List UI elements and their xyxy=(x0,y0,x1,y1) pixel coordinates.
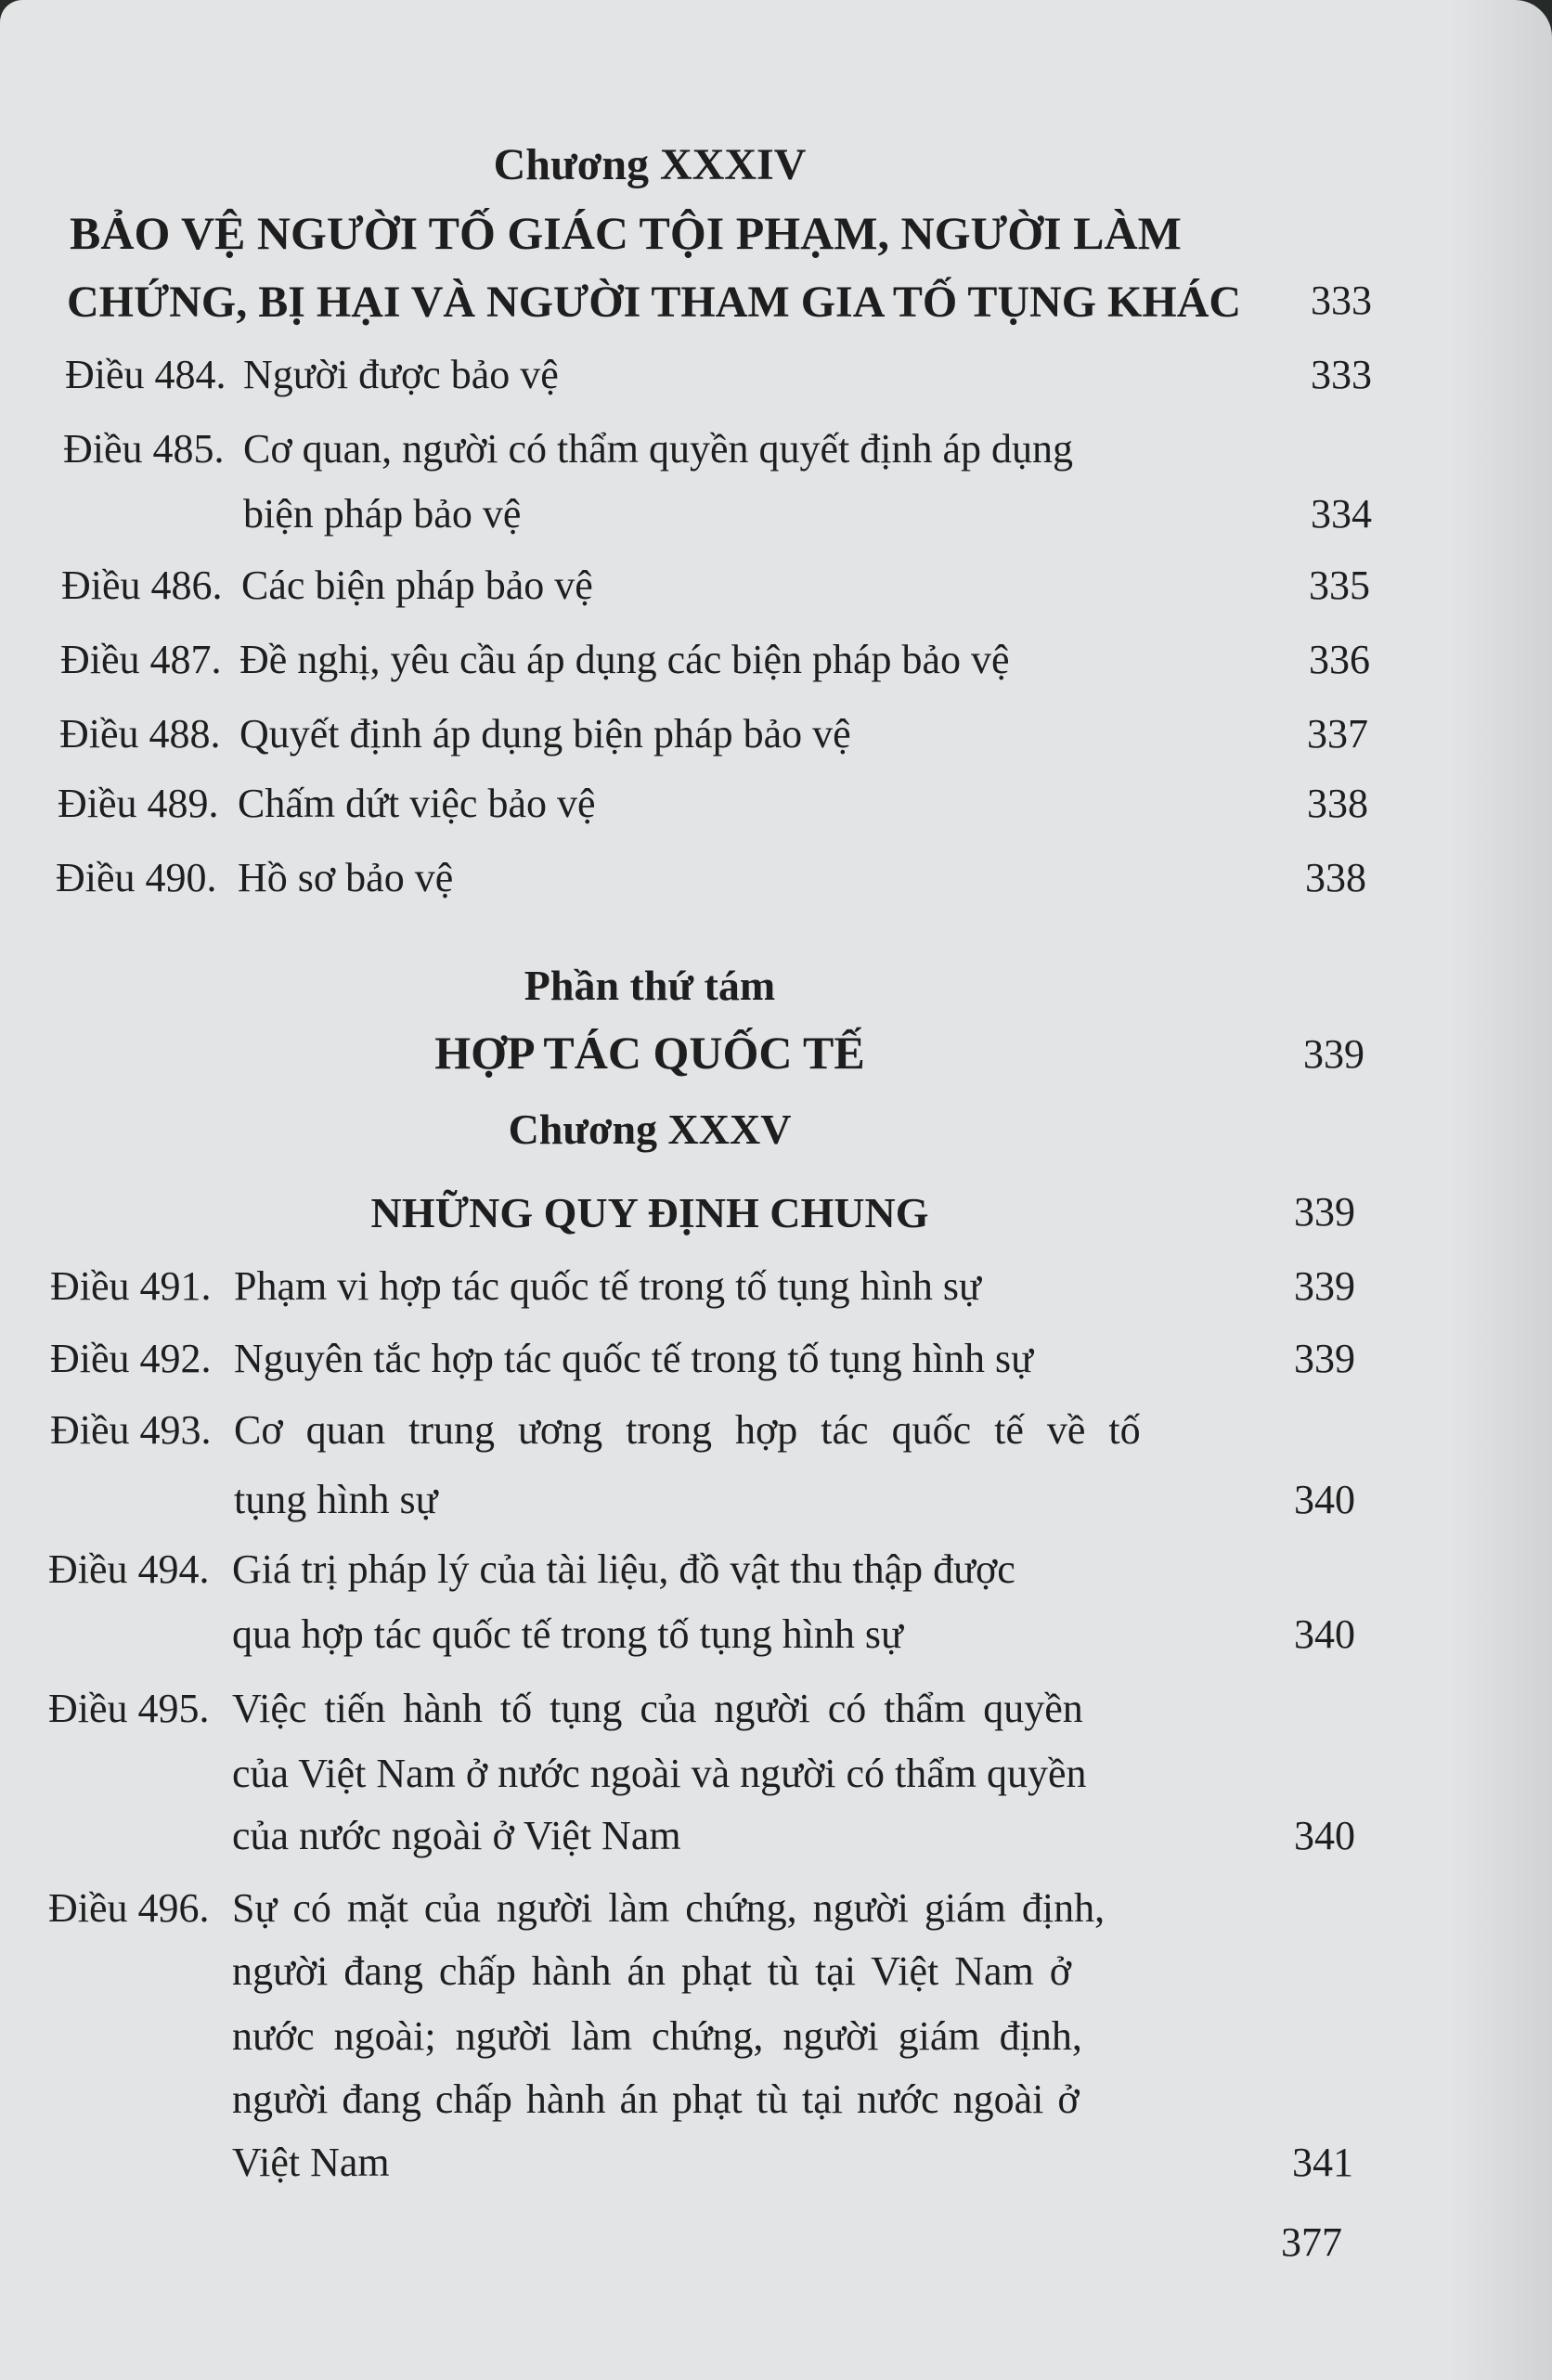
article-number: Điều 489. xyxy=(58,781,219,826)
article-page-number: 340 xyxy=(1294,1611,1355,1657)
article-title-line: Việc tiến hành tố tụng của người có thẩm quyền xyxy=(232,1686,1083,1731)
chapter-page-number: 333 xyxy=(1311,278,1372,323)
article-number: Điều 488. xyxy=(59,711,221,757)
article-title-line: Hồ sơ bảo vệ xyxy=(238,855,454,900)
chapter-title-line-2: CHỨNG, BỊ HẠI VÀ NGƯỜI THAM GIA TỐ TỤNG KHÁC xyxy=(67,278,1242,327)
article-number: Điều 494. xyxy=(48,1546,210,1592)
article-title-line: Người được bảo vệ xyxy=(243,352,559,397)
chapter-page-number: 339 xyxy=(1294,1189,1355,1235)
article-page-number: 339 xyxy=(1294,1263,1355,1309)
article-title-line: người đang chấp hành án phạt tù tại nước ngoài ở xyxy=(232,2076,1080,2122)
article-title-line: Giá trị pháp lý của tài liệu, đồ vật thu thập được xyxy=(232,1546,1015,1592)
article-title-line: Cơ quan, người có thẩm quyền quyết định áp dụng xyxy=(243,426,1074,472)
article-page-number: 341 xyxy=(1292,2140,1353,2185)
article-page-number: 333 xyxy=(1311,352,1372,397)
article-page-number: 338 xyxy=(1305,855,1366,900)
part-page-number: 339 xyxy=(1303,1031,1364,1077)
chapter-title-line-1: BẢO VỆ NGƯỜI TỐ GIÁC TỘI PHẠM, NGƯỜI LÀM xyxy=(70,207,1182,259)
article-number: Điều 491. xyxy=(50,1263,212,1309)
article-number: Điều 492. xyxy=(50,1336,212,1381)
article-page-number: 339 xyxy=(1294,1336,1355,1381)
article-title-line: nước ngoài; người làm chứng, người giám định, xyxy=(232,2013,1082,2059)
article-title-line: tụng hình sự xyxy=(234,1477,438,1522)
page-folio-number: 377 xyxy=(1281,2219,1342,2265)
article-number: Điều 484. xyxy=(65,352,226,397)
article-title-line: Phạm vi hợp tác quốc tế trong tố tụng hình sự xyxy=(234,1263,981,1309)
part-heading: Phần thứ tám xyxy=(524,962,776,1009)
article-title-line: Đề nghị, yêu cầu áp dụng các biện pháp bảo vệ xyxy=(239,637,1010,682)
article-page-number: 334 xyxy=(1311,491,1372,537)
article-number: Điều 490. xyxy=(56,855,217,900)
article-page-number: 338 xyxy=(1307,781,1368,826)
article-title-line: Chấm dứt việc bảo vệ xyxy=(238,781,596,826)
article-number: Điều 496. xyxy=(48,1885,210,1931)
article-title-line: Nguyên tắc hợp tác quốc tế trong tố tụng hình sự xyxy=(234,1336,1033,1381)
page-shadow xyxy=(1448,0,1552,2380)
article-title-line: Cơ quan trung ương trong hợp tác quốc tế về tố xyxy=(234,1407,1141,1453)
article-title-line: người đang chấp hành án phạt tù tại Việt Nam ở xyxy=(232,1948,1072,1994)
article-title-line: qua hợp tác quốc tế trong tố tụng hình sự xyxy=(232,1611,903,1657)
article-number: Điều 495. xyxy=(48,1686,210,1731)
article-title-line: Các biện pháp bảo vệ xyxy=(241,563,593,608)
article-page-number: 340 xyxy=(1294,1477,1355,1522)
article-title-line: biện pháp bảo vệ xyxy=(243,491,522,537)
chapter-heading: Chương XXXIV xyxy=(493,140,807,189)
article-title-line: của Việt Nam ở nước ngoài và người có thẩm quyền xyxy=(232,1751,1087,1796)
article-title-line: Sự có mặt của người làm chứng, người giám định, xyxy=(232,1885,1106,1931)
article-number: Điều 487. xyxy=(60,637,222,682)
article-number: Điều 493. xyxy=(50,1407,212,1453)
article-page-number: 335 xyxy=(1309,563,1370,608)
article-page-number: 340 xyxy=(1294,1813,1355,1858)
part-title: HỢP TÁC QUỐC TẾ xyxy=(434,1027,865,1079)
article-title-line: Việt Nam xyxy=(232,2140,390,2185)
chapter-title: NHỮNG QUY ĐỊNH CHUNG xyxy=(370,1189,929,1236)
article-title-line: Quyết định áp dụng biện pháp bảo vệ xyxy=(239,711,851,757)
article-title-line: của nước ngoài ở Việt Nam xyxy=(232,1813,681,1858)
chapter-heading: Chương XXXV xyxy=(508,1106,792,1153)
article-number: Điều 486. xyxy=(61,563,223,608)
article-page-number: 336 xyxy=(1309,637,1370,682)
article-page-number: 337 xyxy=(1307,711,1368,757)
article-number: Điều 485. xyxy=(63,426,225,472)
